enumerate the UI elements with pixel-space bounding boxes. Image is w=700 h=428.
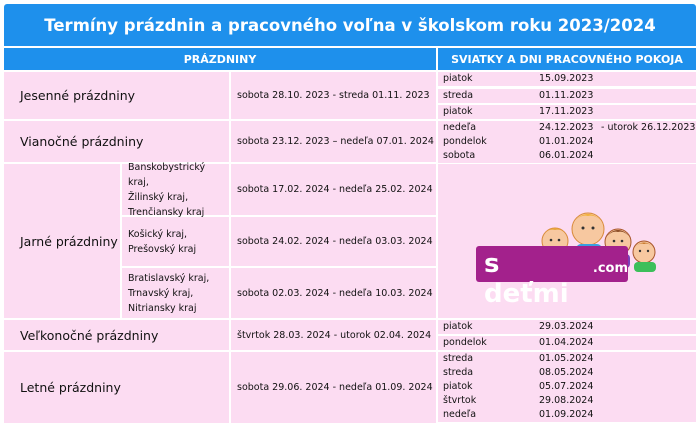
region-line: Nitriansky kraj bbox=[128, 302, 197, 314]
holiday-row bbox=[438, 135, 696, 149]
logo-main-text: s deťmi bbox=[484, 249, 569, 309]
row-dates-jesenne: sobota 28.10. 2023 - streda 01.11. 2023 bbox=[231, 72, 436, 119]
holiday-day: pondelok bbox=[443, 337, 487, 348]
holiday-day: streda bbox=[443, 353, 474, 364]
row-dates-vianocne: sobota 23.12. 2023 – nedeľa 07.01. 2024 bbox=[231, 121, 436, 162]
region-line: Košický kraj, bbox=[128, 228, 188, 240]
holiday-day: štvrtok bbox=[443, 395, 477, 406]
logo-area bbox=[438, 164, 696, 318]
holiday-date: 17.11.2023 bbox=[539, 106, 594, 117]
holiday-date: 01.11.2023 bbox=[539, 90, 594, 101]
region-line: Banskobystrický kraj, bbox=[128, 161, 206, 188]
holiday-date: 24.12.2023 bbox=[539, 122, 594, 133]
holiday-date: 08.05.2024 bbox=[539, 367, 594, 378]
region-line: Prešovský kraj bbox=[128, 243, 197, 255]
holiday-date: 15.09.2023 bbox=[539, 73, 594, 84]
region-cell bbox=[122, 217, 229, 266]
region-cell bbox=[122, 268, 229, 318]
holiday-day: nedeľa bbox=[443, 409, 477, 420]
holiday-row bbox=[438, 336, 696, 350]
holiday-date: 29.03.2024 bbox=[539, 321, 594, 332]
holiday-date: 06.01.2024 bbox=[539, 150, 594, 161]
holiday-row bbox=[438, 408, 696, 422]
header-prazdniny: PRÁZDNINY bbox=[4, 48, 436, 70]
holiday-date: 01.05.2024 bbox=[539, 353, 594, 364]
holiday-day: streda bbox=[443, 90, 474, 101]
row-dates-letne: sobota 29.06. 2024 - nedeľa 01.09. 2024 bbox=[231, 352, 436, 423]
sdetmi-logo bbox=[476, 246, 628, 309]
holiday-date: 05.07.2024 bbox=[539, 381, 594, 392]
holiday-date: 01.09.2024 bbox=[539, 409, 594, 420]
region-line: Žilinský kraj, bbox=[128, 191, 189, 203]
holiday-row bbox=[438, 105, 696, 119]
holiday-date: 01.04.2024 bbox=[539, 337, 594, 348]
holiday-day: pondelok bbox=[443, 136, 487, 147]
holiday-day: piatok bbox=[443, 321, 473, 332]
holiday-row bbox=[438, 380, 696, 394]
row-name-vianocne: Vianočné prázdniny bbox=[4, 121, 229, 162]
row-dates-velkonocne: štvrtok 28.03. 2024 - utorok 02.04. 2024 bbox=[231, 320, 436, 350]
holiday-row bbox=[438, 89, 696, 103]
region-dates: sobota 24.02. 2024 - nedeľa 03.03. 2024 bbox=[231, 217, 436, 266]
region-cell bbox=[122, 161, 229, 218]
row-name-letne: Letné prázdniny bbox=[4, 352, 229, 423]
row-name-jesenne: Jesenné prázdniny bbox=[4, 72, 229, 119]
holiday-day: piatok bbox=[443, 106, 473, 117]
region-dates: sobota 02.03. 2024 - nedeľa 10.03. 2024 bbox=[231, 268, 436, 318]
row-name-jarne: Jarné prázdniny bbox=[4, 164, 120, 318]
holiday-date: 01.01.2024 bbox=[539, 136, 594, 147]
holiday-day: sobota bbox=[443, 150, 476, 161]
holiday-day: nedeľa bbox=[443, 122, 477, 133]
page-title: Termíny prázdnin a pracovného voľna v školskom roku 2023/2024 bbox=[4, 4, 696, 46]
region-line: Bratislavský kraj, bbox=[128, 272, 210, 284]
holiday-date: 29.08.2024 bbox=[539, 395, 594, 406]
holiday-row bbox=[438, 394, 696, 408]
header-sviatky: SVIATKY A DNI PRACOVNÉHO POKOJA bbox=[438, 48, 696, 70]
holiday-day: piatok bbox=[443, 73, 473, 84]
holiday-row bbox=[438, 72, 696, 86]
holiday-row bbox=[438, 352, 696, 366]
region-line: Trnavský kraj, bbox=[128, 287, 194, 299]
logo-tld-text: .com bbox=[592, 261, 628, 276]
holiday-day: streda bbox=[443, 367, 474, 378]
holiday-extra: - utorok 26.12.2023 bbox=[601, 122, 696, 133]
holiday-row bbox=[438, 121, 696, 135]
region-dates: sobota 17.02. 2024 - nedeľa 25.02. 2024 bbox=[231, 164, 436, 215]
row-name-velkonocne: Veľkonočné prázdniny bbox=[4, 320, 229, 350]
holiday-row bbox=[438, 366, 696, 380]
holiday-row bbox=[438, 320, 696, 334]
holiday-row bbox=[438, 149, 696, 163]
region-line: Trenčiansky kraj bbox=[128, 206, 205, 218]
holiday-day: piatok bbox=[443, 381, 473, 392]
